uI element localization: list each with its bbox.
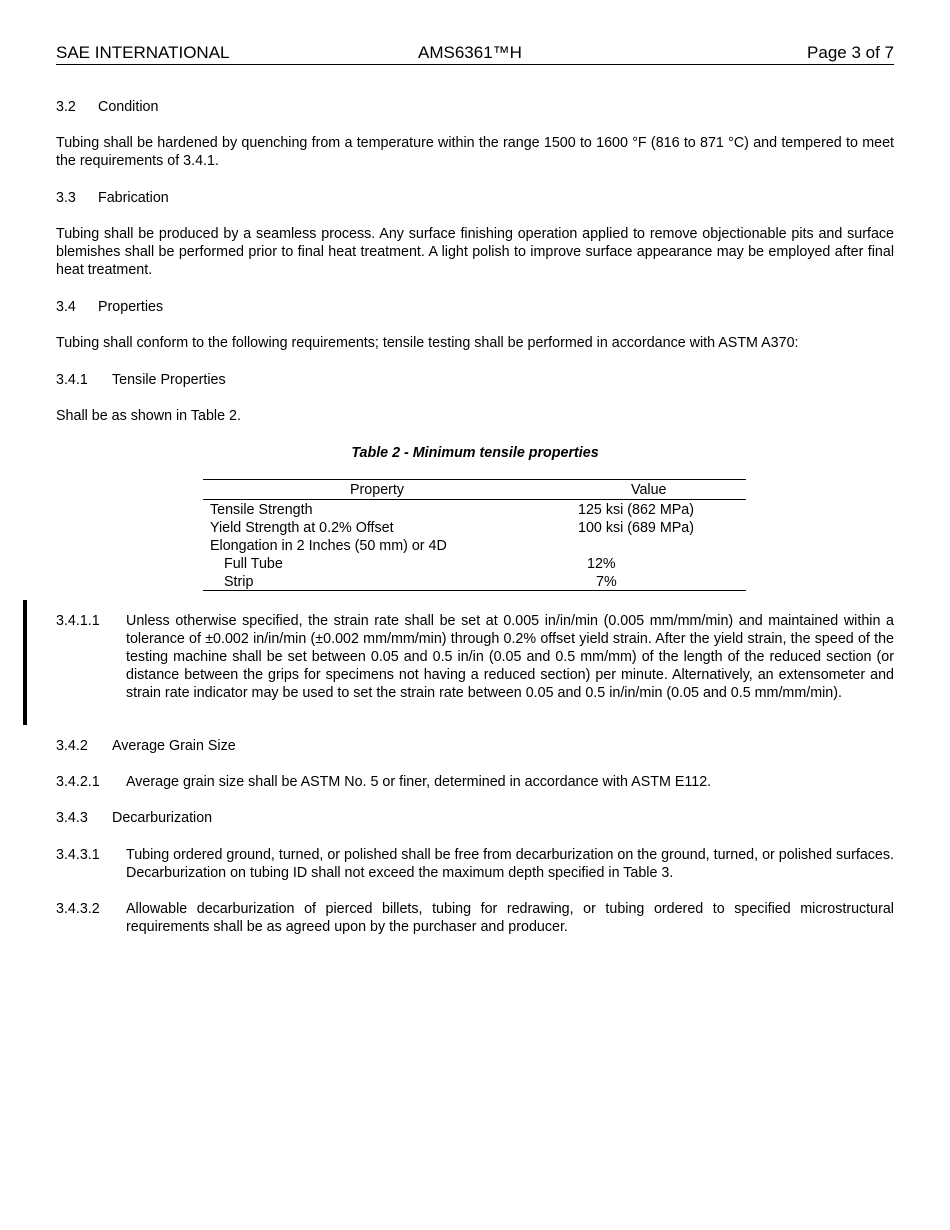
section-title: Average Grain Size bbox=[112, 738, 236, 754]
section-3-3-heading bbox=[56, 189, 169, 207]
section-number: 3.4.3.1 bbox=[56, 847, 100, 863]
section-title: Tensile Properties bbox=[112, 372, 226, 388]
column-header-value: Value bbox=[631, 482, 667, 498]
section-title: Fabrication bbox=[98, 190, 169, 206]
section-text: Average grain size shall be ASTM No. 5 or finer, determined in accordance with ASTM E112. bbox=[126, 774, 712, 790]
page-header bbox=[56, 44, 894, 65]
section-number: 3.4.2 bbox=[56, 738, 88, 754]
section-3-4-3-1 bbox=[56, 846, 894, 882]
property-cell: Full Tube bbox=[224, 556, 283, 572]
property-cell: Tensile Strength bbox=[210, 502, 313, 518]
section-number: 3.4 bbox=[56, 299, 76, 315]
section-number: 3.4.3.2 bbox=[56, 901, 100, 917]
header-org: SAE INTERNATIONAL bbox=[56, 43, 230, 62]
property-cell: Yield Strength at 0.2% Offset bbox=[210, 520, 394, 536]
section-3-4-3-2 bbox=[56, 900, 894, 936]
section-title: Condition bbox=[98, 99, 159, 115]
table-row bbox=[203, 518, 746, 536]
section-number: 3.4.1.1 bbox=[56, 613, 100, 629]
table-row bbox=[203, 500, 746, 518]
section-3-4-text: Tubing shall conform to the following requirements; tensile testing shall be performed in accordance with ASTM A370: bbox=[56, 335, 799, 351]
section-3-4-1-heading bbox=[56, 371, 226, 389]
section-text: Allowable decarburization of pierced billets, tubing for redrawing, or tubing ordered to specified microstructural requirements shall be as agreed upon by the purchaser and producer. bbox=[126, 901, 894, 935]
section-3-2-text: Tubing shall be hardened by quenching from a temperature within the range 1500 to 1600 °F (816 to 871 °C) and tempered to meet the requirements of 3.4.1. bbox=[56, 135, 894, 169]
property-cell: Strip bbox=[224, 574, 254, 590]
header-page-number: Page 3 of 7 bbox=[807, 43, 894, 62]
table-header-row bbox=[203, 480, 746, 500]
section-3-2-heading bbox=[56, 98, 158, 116]
column-header-property: Property bbox=[350, 482, 405, 498]
section-3-4-2-heading bbox=[56, 737, 236, 755]
value-cell: 100 ksi (689 MPa) bbox=[578, 520, 695, 536]
section-3-3-text: Tubing shall be produced by a seamless process. Any surface finishing operation applied to remove objectionable pits and surface blemishes shall be performed prior to final heat treatment. A light polish to improve surface appearance may be employed after final heat treatment. bbox=[56, 226, 894, 278]
section-text: Tubing ordered ground, turned, or polished shall be free from decarburization on the ground, turned, or polished surfaces. Decarburization on tubing ID shall not exceed the maximum depth specified in Table 3. bbox=[126, 847, 894, 881]
section-text: Unless otherwise specified, the strain rate shall be set at 0.005 in/in/min (0.005 mm/mm/min) and maintained within a tolerance of ±0.002 in/in/min (±0.002 mm/mm/min) through 0.2% offset yield strain. After the yield strain, the speed of the testing machine shall be set between 0.05 and 0.5 in/in (0.05 and 0.5 mm/mm) of the length of the reduced section (or distance between the grips for specimens not having a reduced section) per minute. Alternatively, an extensometer and strain rate indicator may be used to set the strain rate between 0.05 and 0.5 in/in/min (0.05 and 0.5 mm/mm/min). bbox=[126, 613, 894, 701]
section-number: 3.3 bbox=[56, 190, 76, 206]
revision-change-bar bbox=[23, 600, 27, 725]
table-row bbox=[203, 572, 746, 590]
value-cell: 7% bbox=[596, 574, 617, 590]
section-3-4-1-1 bbox=[56, 612, 894, 702]
section-number: 3.4.3 bbox=[56, 810, 88, 826]
tensile-properties-table bbox=[203, 479, 746, 591]
header-doc-number: AMS6361™H bbox=[418, 43, 522, 62]
section-number: 3.2 bbox=[56, 99, 76, 115]
section-title: Properties bbox=[98, 299, 164, 315]
section-number: 3.4.1 bbox=[56, 372, 88, 388]
table-row bbox=[203, 536, 746, 554]
section-3-4-3-heading bbox=[56, 809, 212, 827]
table-row bbox=[203, 554, 746, 572]
property-cell: Elongation in 2 Inches (50 mm) or 4D bbox=[210, 538, 447, 554]
section-number: 3.4.2.1 bbox=[56, 774, 100, 790]
table-caption: Table 2 - Minimum tensile properties bbox=[351, 445, 599, 461]
value-cell: 12% bbox=[587, 556, 616, 572]
section-title: Decarburization bbox=[112, 810, 213, 826]
section-3-4-1-text: Shall be as shown in Table 2. bbox=[56, 408, 241, 424]
section-3-4-2-1 bbox=[56, 773, 894, 791]
value-cell: 125 ksi (862 MPa) bbox=[578, 502, 695, 518]
section-3-4-heading bbox=[56, 298, 163, 316]
